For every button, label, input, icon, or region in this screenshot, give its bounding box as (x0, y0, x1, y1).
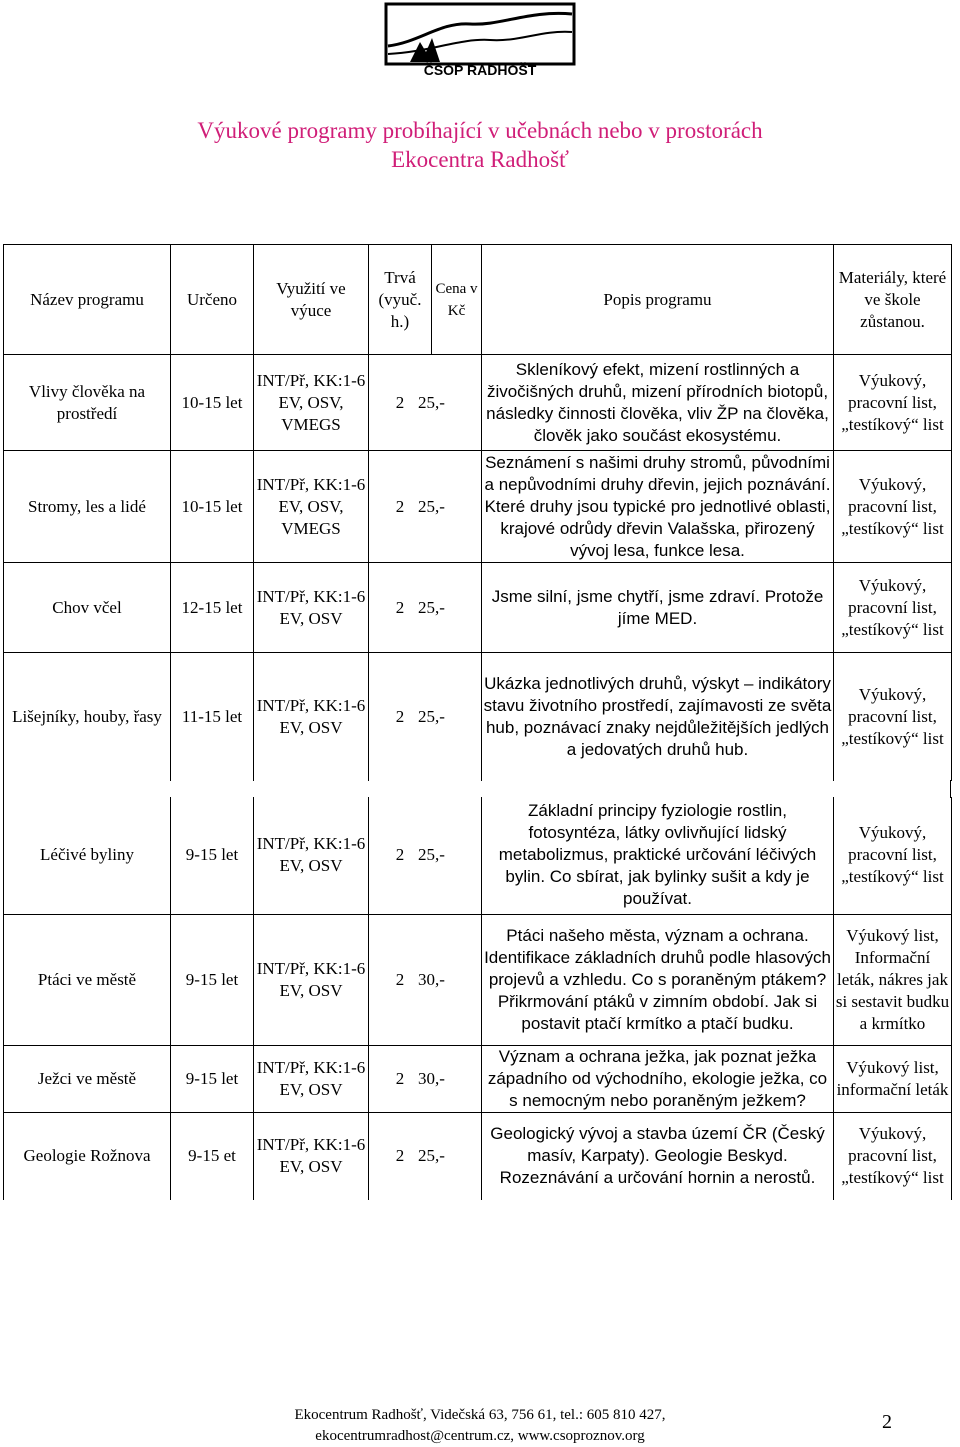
program-target: 9-15 let (171, 797, 254, 914)
logo-text: ČSOP RADHOŠŤ (423, 62, 537, 78)
program-materials: Výukový, pracovní list, „testíkový“ list (834, 1112, 952, 1200)
header-materials: Materiály, které ve škole zůstanou. (834, 245, 952, 355)
program-description: Ukázka jednotlivých druhů, výskyt – indikátory stavu životního prostředí, zajímavosti ze světa hub, poznávací znaky nejdůležitějších jedlých a jedovatých druhů hub. (482, 653, 834, 781)
program-target: 10-15 let (171, 451, 254, 563)
program-price: 25,- (418, 706, 445, 726)
csop-radhost-logo (380, 2, 580, 78)
table-row (4, 355, 952, 451)
table-row (4, 653, 952, 781)
programs-table-main (3, 244, 952, 781)
program-description: Geologický vývoj a stavba území ČR (Český masív, Karpaty). Geologie Beskyd. Rozeznávání a určování hornin a nerostů. (482, 1112, 834, 1200)
program-description: Skleníkový efekt, mizení rostlinných a živočišných druhů, mizení přírodních biotopů, následky činnosti člověka, vliv ŽP na člověka, člověk jako součást ekosystému. (482, 355, 834, 451)
program-price: 25,- (418, 1146, 445, 1166)
footer (0, 1405, 960, 1447)
header-target: Určeno (171, 245, 254, 355)
program-materials: Výukový, pracovní list, „testíkový“ list (834, 355, 952, 451)
table-row (4, 1112, 952, 1200)
program-target: 10-15 let (171, 355, 254, 451)
program-target: 11-15 let (171, 653, 254, 781)
program-usage: INT/Př, KK:1-6 EV, OSV (254, 1045, 369, 1112)
frame-line (950, 780, 951, 798)
program-hours: 2 (395, 845, 405, 865)
program-usage: INT/Př, KK:1-6 EV, OSV, VMEGS (254, 355, 369, 451)
header-name: Název programu (4, 245, 171, 355)
page-title-line1: Výukové programy probíhající v učebnách nebo v prostorách (197, 118, 763, 143)
page-title-line2: Ekocentra Radhošť (391, 147, 569, 172)
program-price-cell (369, 914, 482, 1045)
program-hours: 2 (395, 496, 405, 516)
programs-table-secondary (3, 797, 952, 1200)
program-usage: INT/Př, KK:1-6 EV, OSV (254, 1112, 369, 1200)
program-target: 9-15 let (171, 1045, 254, 1112)
program-price-cell (369, 1112, 482, 1200)
program-materials: Výukový list, informační leták (834, 1045, 952, 1112)
program-usage: INT/Př, KK:1-6 EV, OSV (254, 914, 369, 1045)
program-materials: Výukový, pracovní list, „testíkový“ list (834, 797, 952, 914)
program-price-cell (369, 563, 482, 653)
header-usage: Využití ve výuce (254, 245, 369, 355)
program-target: 12-15 let (171, 563, 254, 653)
program-description: Význam a ochrana ježka, jak poznat ježka západního od východního, ekologie ježka, co s nemocným nebo poraněným ježkem? (482, 1045, 834, 1112)
table-row (4, 563, 952, 653)
table-row (4, 797, 952, 914)
table-row (4, 451, 952, 563)
program-price: 25,- (418, 845, 445, 865)
program-usage: INT/Př, KK:1-6 EV, OSV (254, 563, 369, 653)
program-name: Ježci ve městě (4, 1045, 171, 1112)
program-price-cell (369, 451, 482, 563)
table-header-row (4, 245, 952, 355)
program-hours: 2 (395, 1146, 405, 1166)
program-name: Léčivé byliny (4, 797, 171, 914)
program-name: Chov včel (4, 563, 171, 653)
header-price: Cena v Kč (432, 245, 482, 355)
program-hours: 2 (395, 706, 405, 726)
program-description: Základní principy fyziologie rostlin, fotosyntéza, látky ovlivňující lidský metabolizmus, praktické určování léčivých bylin. Co sbírat, jak bylinky sušit a kdy je používat. (482, 797, 834, 914)
program-price: 25,- (418, 392, 445, 412)
program-description: Seznámení s našimi druhy stromů, původními a nepůvodními druhy dřevin, jejich poznávání. Které druhy jsou typické pro jednotlivé oblasti, krajové odrůdy dřevin Valašska, přirozený vývoj lesa, funkce lesa. (482, 451, 834, 563)
program-price: 30,- (418, 969, 445, 989)
program-price-cell (369, 1045, 482, 1112)
program-price-cell (369, 653, 482, 781)
program-materials: Výukový, pracovní list, „testíkový“ list (834, 451, 952, 563)
program-name: Lišejníky, houby, řasy (4, 653, 171, 781)
program-name: Vlivy člověka na prostředí (4, 355, 171, 451)
program-description: Ptáci našeho města, význam a ochrana. Identifikace základních druhů podle hlasových projevů a vzhledu. Co s poraněným ptákem? Přikrmování ptáků v zimním období. Jak si postavit ptačí krmítko a ptačí budku. (482, 914, 834, 1045)
program-price: 30,- (418, 1068, 445, 1088)
program-usage: INT/Př, KK:1-6 EV, OSV, VMEGS (254, 451, 369, 563)
program-hours: 2 (395, 1068, 405, 1088)
footer-contact: ekocentrumradhost@centrum.cz, www.csoproznov.org (315, 1428, 645, 1444)
program-target: 9-15 let (171, 914, 254, 1045)
program-materials: Výukový, pracovní list, „testíkový“ list (834, 653, 952, 781)
header-description: Popis programu (482, 245, 834, 355)
program-price: 25,- (418, 496, 445, 516)
program-usage: INT/Př, KK:1-6 EV, OSV (254, 653, 369, 781)
program-hours: 2 (395, 969, 405, 989)
program-hours: 2 (395, 392, 405, 412)
program-target: 9-15 et (171, 1112, 254, 1200)
program-price-cell (369, 797, 482, 914)
footer-address: Ekocentrum Radhošť, Videčská 63, 756 61, tel.: 605 810 427, (294, 1407, 666, 1423)
program-usage: INT/Př, KK:1-6 EV, OSV (254, 797, 369, 914)
frame-line (3, 780, 4, 798)
program-hours: 2 (395, 597, 405, 617)
table-row (4, 1045, 952, 1112)
program-materials: Výukový list, Informační leták, nákres jak si sestavit budku a krmítko (834, 914, 952, 1045)
page-number: 2 (882, 1411, 892, 1433)
program-name: Ptáci ve městě (4, 914, 171, 1045)
header-duration: Trvá (vyuč. h.) (369, 245, 432, 355)
table-row (4, 914, 952, 1045)
program-materials: Výukový, pracovní list, „testíkový“ list (834, 563, 952, 653)
program-price: 25,- (418, 597, 445, 617)
program-description: Jsme silní, jsme chytří, jsme zdraví. Protože jíme MED. (482, 563, 834, 653)
program-price-cell (369, 355, 482, 451)
program-name: Stromy, les a lidé (4, 451, 171, 563)
program-name: Geologie Rožnova (4, 1112, 171, 1200)
